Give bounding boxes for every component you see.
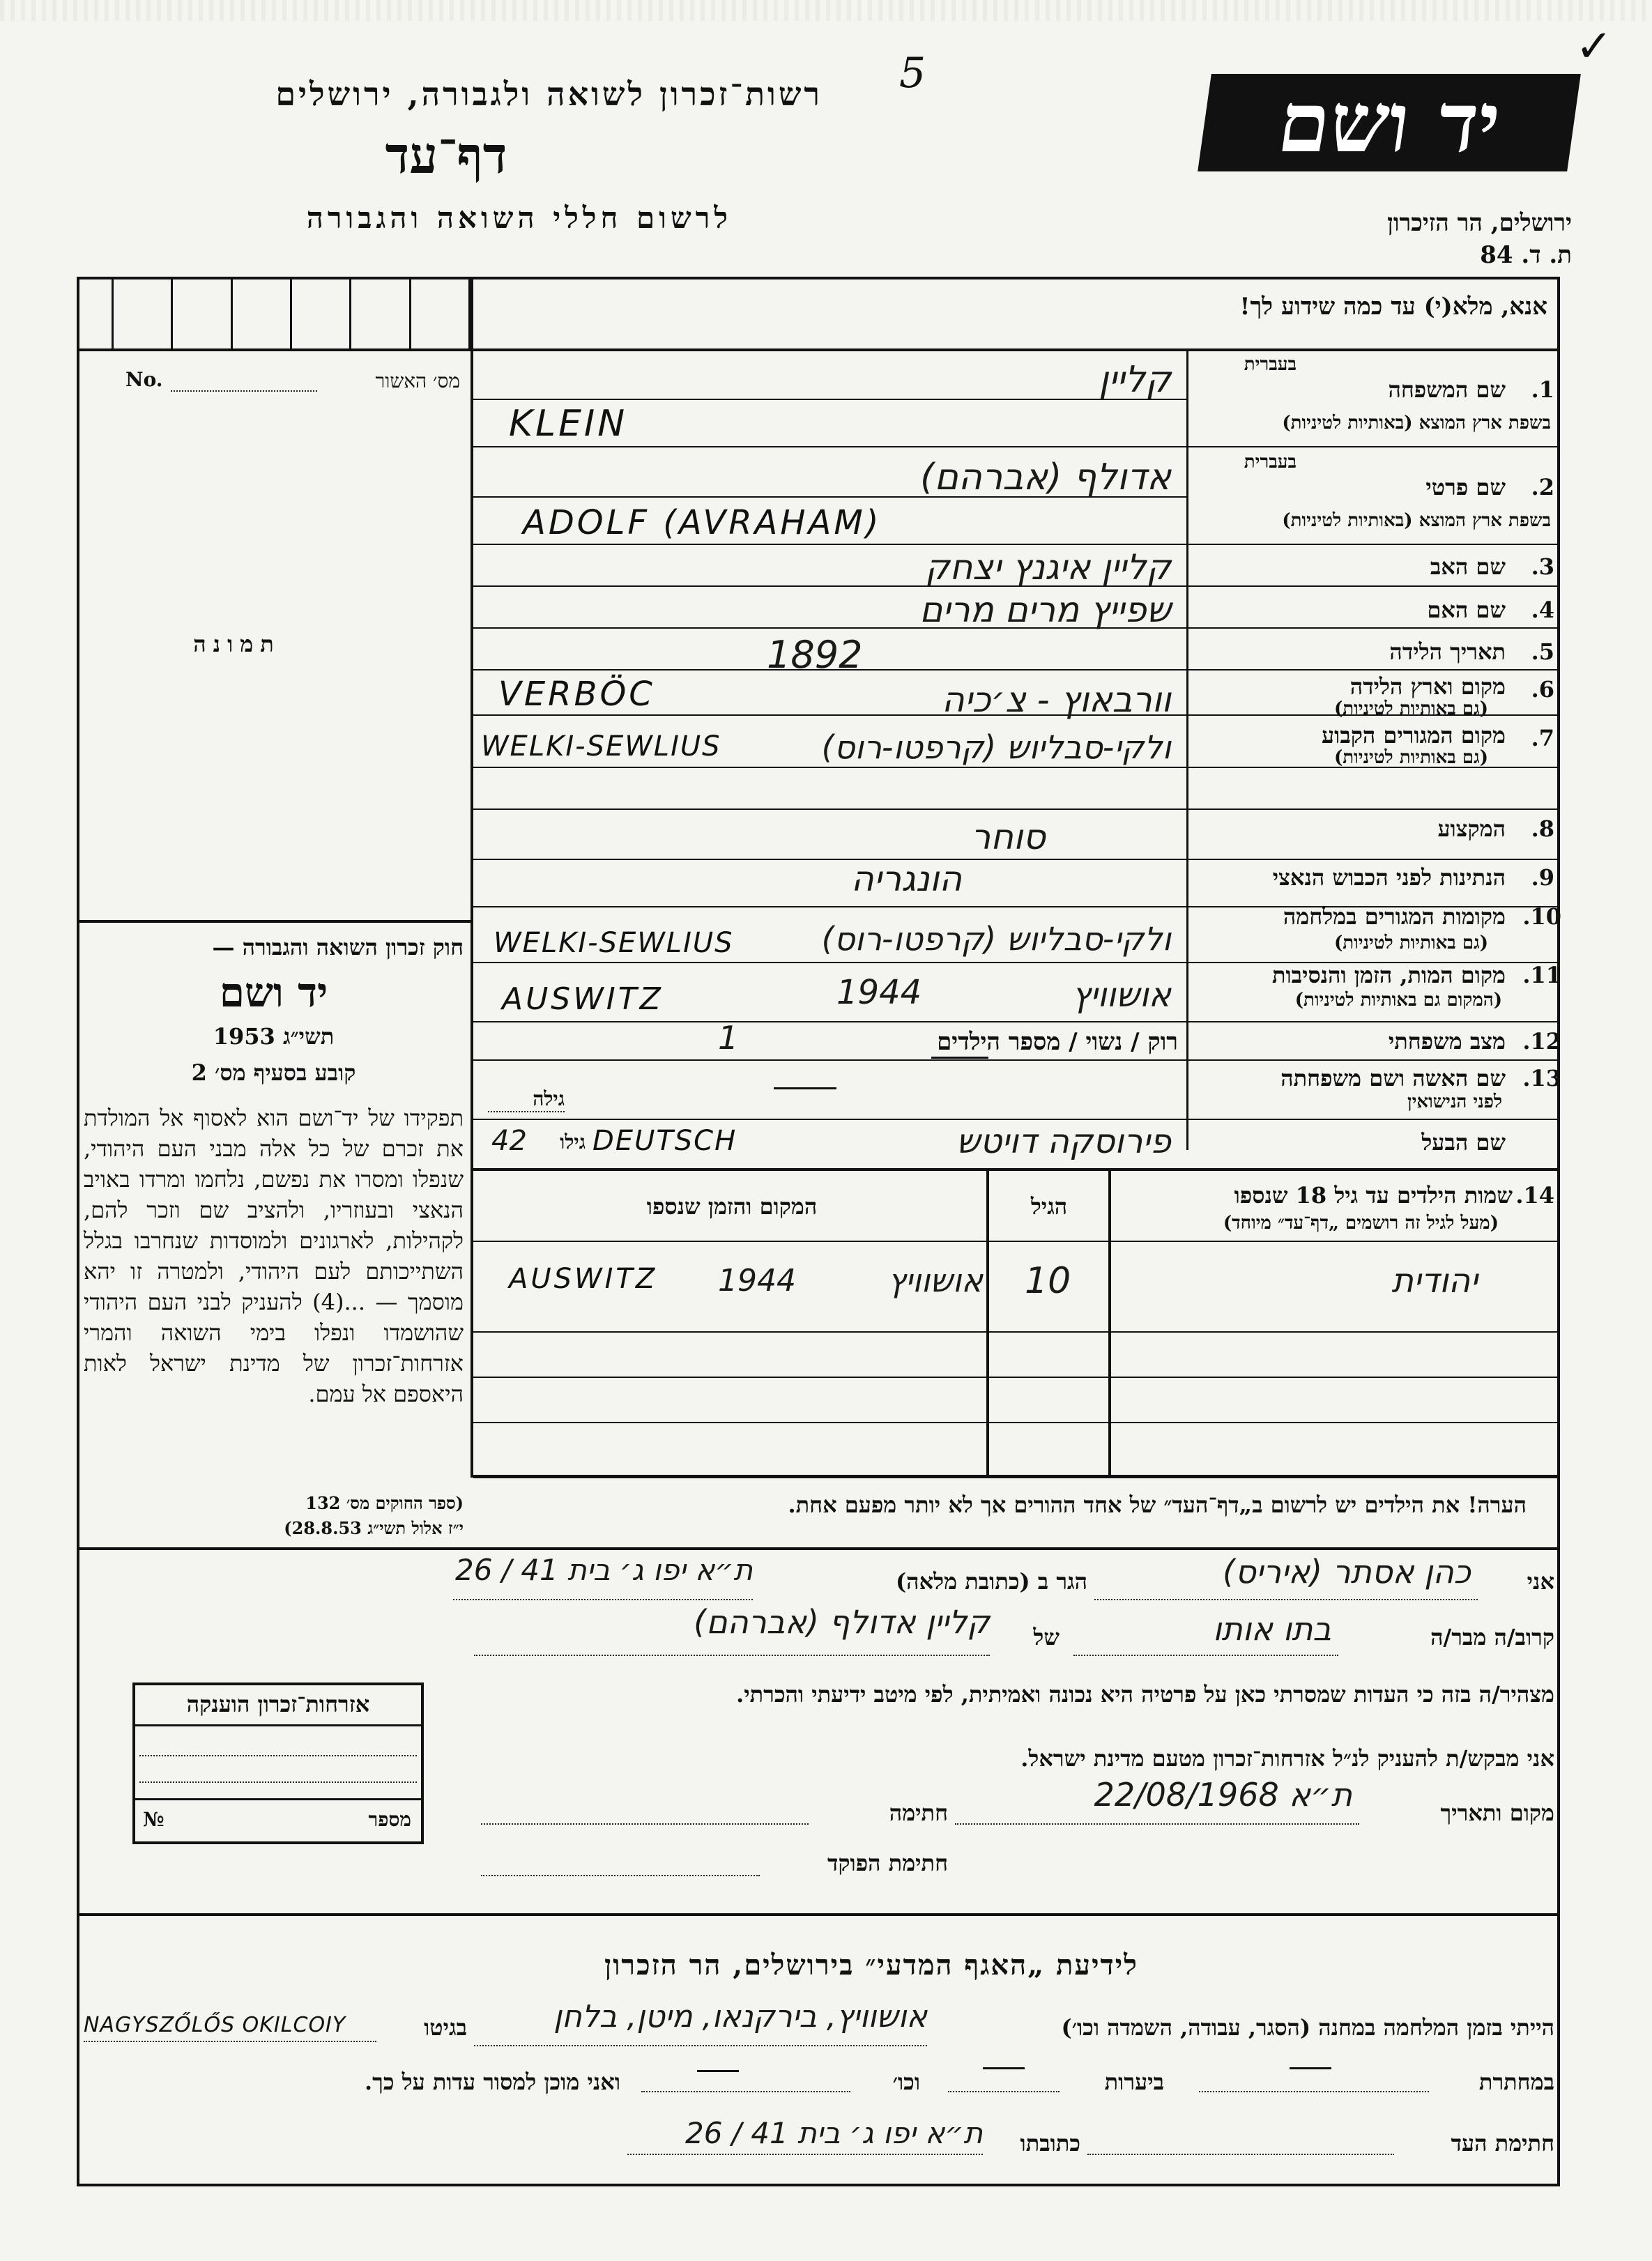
husband-latin-value: DEUTSCH <box>592 1125 737 1157</box>
place-date-label: מקום ותאריך <box>1440 1800 1554 1826</box>
field-11-number: 11. <box>1522 962 1561 988</box>
citizenship-dots-1 <box>139 1755 417 1756</box>
witness-address-label: כתובתו <box>1020 2130 1080 2156</box>
children-number: 14. <box>1515 1182 1554 1209</box>
field-6-hint: (גם באותיות לטיניות) <box>1333 698 1488 719</box>
yad-vashem-logo <box>1198 74 1581 171</box>
approval-dots <box>171 390 317 392</box>
law-year: תשי״ג 1953 <box>213 1023 335 1050</box>
declarant-residing-label: הגר ב (כתובת מלאה) <box>896 1568 1087 1595</box>
witness-address-dots <box>627 2154 983 2155</box>
field-2-hebrew-value: אדולף (אברהם) <box>920 457 1171 498</box>
witness-address-value: ת״א יפו ג׳ בית 41 / 26 <box>684 2116 983 2150</box>
signature-dots <box>481 1823 809 1825</box>
field-9-number: 9. <box>1531 864 1554 891</box>
form-title: דף־עד <box>385 125 507 185</box>
place-date-dots <box>955 1823 1359 1825</box>
ghetto-dots <box>84 2041 376 2042</box>
forests-label: ביערות <box>1104 2069 1164 2095</box>
bottom-heading: לידיעת „האגף המדעי״ בירושלים, הר הזכרון <box>604 1949 1138 1982</box>
photo-label: תמונה <box>193 631 281 657</box>
law-text: תפקידו של יד־ושם הוא לאסוף אל המולדת את זכרם של כל אלה מבני העם היהודי, שנפלו ומסרו את נפשם, נלחמו ומרדו באויב הנאצי ובעוזריו, ולהציב שם וזכר להם, לקהילות, לארגונים ולמוסדות שנחרבו בגלל השתייכותם לעם היהודי, ולמטרה זו יהא מוסמך — ...(4) להעניק לבני העם היהודי שהושמדו ונפלו בימי השואה והמרי אזרחות־זכרון של מדינת ישראל לאות היאספם אל עמם. <box>84 1105 464 1407</box>
etc-label: וכו׳ <box>892 2069 920 2095</box>
citizenship-number-label: מספר <box>368 1808 411 1831</box>
officer-signature-dots <box>481 1875 760 1876</box>
husband-age-label: גילו <box>560 1130 586 1154</box>
field-1-latin-hint: בשפת ארץ המוצא (באותיות לטיניות) <box>1282 413 1551 434</box>
field-11-hebrew-value: אושוויץ <box>1072 976 1171 1015</box>
field-10-hint: (גם באותיות לטיניות) <box>1333 933 1488 953</box>
approval-no: No. <box>125 368 163 391</box>
field-3-value: קליין איגנץ יצחק <box>925 547 1171 588</box>
camp-dots <box>474 2045 927 2046</box>
etc-dots <box>641 2091 850 2092</box>
field-12-number: 12. <box>1522 1028 1561 1055</box>
camp-label: הייתי בזמן המלחמה במחנה (הסגר, עבודה, השמדה וכו׳) <box>1061 2014 1554 2041</box>
children-col-age: הגיל <box>1030 1193 1068 1220</box>
field-11-hint: (המקום גם באותיות לטיניות) <box>1294 990 1502 1011</box>
field-7-hebrew-value: ולקי-סבליוש (קרפטו-רוס) <box>821 728 1171 766</box>
underground-label: במחתרת <box>1478 2069 1554 2095</box>
field-4-number: 4. <box>1531 597 1554 623</box>
camp-value: אושוויץ, בירקנאו, מיטן, בלחן <box>553 1999 927 2034</box>
ghetto-label: בגיטו <box>424 2014 467 2041</box>
declarant-i-label: אני <box>1527 1568 1554 1595</box>
field-1-hebrew-value: קליין <box>1099 359 1171 401</box>
field-11-label: מקום המות, הזמן והנסיבות <box>1271 962 1506 988</box>
scan-noise-top <box>0 0 1652 21</box>
field-7-number: 7. <box>1531 725 1554 751</box>
child-1-age: 10 <box>1025 1260 1071 1302</box>
law-ref-2: י״ז אלול תשי״ג 28.8.53) <box>284 1518 464 1538</box>
ghetto-value: NAGYSZŐLŐS OKILCOIY <box>84 2013 346 2037</box>
authority-name: רשות־זכרון לשואה ולגבורה, ירושלים <box>275 75 823 113</box>
address-line-2: ת. ד. 84 <box>1480 241 1572 269</box>
field-4-value: שפייץ מרים מרים <box>919 590 1171 630</box>
corner-mark: 5 <box>899 49 926 98</box>
witness-signature-dots <box>1087 2154 1394 2155</box>
field-3-label: שם האב <box>1430 553 1506 580</box>
field-1-hebrew-hint: בעברית <box>1244 354 1297 375</box>
field-5-number: 5. <box>1531 638 1554 665</box>
signature-label: חתימה <box>889 1800 948 1826</box>
declarant-statement: מצהיר/ה בזה כי העדות שמסרתי כאן על פרטיה היא נכונה ואמיתית, לפי מיטב ידיעתי והכרתי. <box>736 1681 1554 1708</box>
children-hint: (מעל לגיל זה רושמים „דף־עד״ מיוחד) <box>1223 1213 1499 1234</box>
field-6-hebrew-value: וורבאוץ - צ׳כיה <box>942 680 1171 720</box>
field-13-dash <box>774 1087 836 1089</box>
place-date-value: ת״א 22/08/1968 <box>1094 1776 1352 1814</box>
field-9-value: הונגריה <box>851 859 962 899</box>
law-ref-1: (ספר החוקים מס׳ 132 <box>305 1493 464 1513</box>
etc-dash <box>697 2070 739 2072</box>
law-name: יד ושם <box>219 969 328 1016</box>
field-1-latin-value: KLEIN <box>509 403 628 445</box>
officer-signature-label: חתימת הפוקד <box>827 1850 948 1876</box>
field-6-latin-value: VERBÖC <box>498 675 655 714</box>
declarant-name: כהן אסתר (איריס) <box>1223 1553 1471 1591</box>
citizenship-no: № <box>143 1808 165 1831</box>
child-1-year: 1944 <box>718 1263 796 1298</box>
field-2-latin-value: ADOLF (AVRAHAM) <box>523 503 882 542</box>
field-13-label: שם האשה ושם משפחתה <box>1280 1065 1506 1091</box>
field-12-label: מצב משפחתי <box>1388 1028 1506 1055</box>
field-13-number: 13. <box>1522 1065 1561 1091</box>
ready-text: ואני מוכן למסור עדות על כך. <box>364 2069 620 2095</box>
child-1-place-hebrew: אושוויץ <box>887 1262 983 1299</box>
field-1-label: שם המשפחה <box>1388 376 1506 403</box>
forests-dash <box>983 2067 1025 2069</box>
law-clause: קובע בסעיף מס׳ 2 <box>191 1059 356 1086</box>
code-boxes <box>112 279 471 348</box>
declarant-address: ת״א יפו ג׳ בית 41 / 26 <box>454 1553 753 1587</box>
nasui-underline <box>931 1057 988 1059</box>
field-2-label: שם פרטי <box>1425 474 1506 500</box>
field-10-hebrew-value: ולקי-סבליוש (קרפטו-רוס) <box>821 920 1171 958</box>
note-text: הערה! את הילדים יש לרשום ב„דף־העד״ של אחד ההורים אך לא יותר מפעם אחת. <box>788 1492 1527 1518</box>
field-9-label: הנתינות לפני הכבוש הנאצי <box>1272 864 1506 891</box>
field-7-hint: (גם באותיות לטיניות) <box>1333 747 1488 768</box>
corner-checkmark: ✓ <box>1575 21 1613 72</box>
field-8-number: 8. <box>1531 815 1554 842</box>
declarant-relation: בתו אותו <box>1212 1610 1331 1648</box>
field-8-value: סוחר <box>971 817 1046 857</box>
child-1-name: יהודית <box>1391 1262 1478 1301</box>
children-title: שמות הילדים עד גיל 18 שנספו <box>1234 1182 1513 1209</box>
logo-text: יד ושם <box>1272 74 1506 171</box>
field-10-latin-value: WELKI-SEWLIUS <box>494 927 734 959</box>
declarant-name-dots <box>1094 1599 1478 1600</box>
citizenship-dots-2 <box>139 1781 417 1783</box>
field-13-age-dots <box>488 1111 565 1112</box>
field-7-latin-value: WELKI-SEWLIUS <box>481 730 721 762</box>
field-6-label: מקום וארץ הלידה <box>1349 673 1506 700</box>
field-2-number: 2. <box>1531 474 1554 500</box>
field-2-latin-hint: בשפת ארץ המוצא (באותיות לטיניות) <box>1282 510 1551 531</box>
field-12-children-count: 1 <box>718 1019 739 1057</box>
declarant-of-name: קליין אדולף (אברהם) <box>694 1603 990 1641</box>
approval-label: מס׳ האשור <box>375 369 460 392</box>
underground-dash <box>1290 2067 1331 2069</box>
husband-age: 42 <box>491 1125 527 1157</box>
field-7-label: מקום המגורים הקבוע <box>1322 722 1506 749</box>
law-title: חוק זכרון השואה והגבורה — <box>212 934 464 960</box>
form-subtitle: לרשום חללי השואה והגבורה <box>306 201 732 235</box>
field-10-number: 10. <box>1522 903 1561 930</box>
witness-signature-label: חתימת העד <box>1451 2130 1554 2156</box>
address-line-1: ירושלים, הר הזיכרון <box>1387 209 1572 237</box>
field-4-label: שם האם <box>1427 597 1506 623</box>
field-11-latin-value: AUSWITZ <box>502 981 664 1017</box>
child-1-place-latin: AUSWITZ <box>509 1263 658 1295</box>
citizenship-box-title: אזרחות־זכרון הוענקה <box>186 1691 370 1717</box>
husband-value: פירוסקה דויטש <box>956 1122 1171 1161</box>
field-1-number: 1. <box>1531 376 1554 403</box>
declarant-request: אני מבקש/ת להעניק לנ״ל אזרחות־זכרון מטעם מדינת ישראל. <box>1020 1745 1554 1772</box>
children-col-place: המקום והזמן שנספו <box>646 1193 818 1220</box>
field-12-options: רוק / נשוי / מספר הילדים <box>937 1028 1178 1056</box>
intro-text: אנא, מלא(י) עד כמה שידוע לך! <box>1239 293 1547 321</box>
field-5-label: תאריך הלידה <box>1389 638 1506 665</box>
field-3-number: 3. <box>1531 553 1554 580</box>
field-13-hint: לפני הנישואין <box>1407 1091 1502 1112</box>
field-5-value: 1892 <box>767 633 863 677</box>
field-10-label: מקומות המגורים במלחמה <box>1283 903 1506 930</box>
husband-label: שם הבעל <box>1421 1129 1506 1156</box>
field-2-hebrew-hint: בעברית <box>1244 452 1297 473</box>
declarant-of-label: של <box>1033 1624 1060 1650</box>
declarant-of-dots <box>474 1655 990 1656</box>
underground-dots <box>1199 2091 1429 2092</box>
forests-dots <box>948 2091 1060 2092</box>
field-6-number: 6. <box>1531 676 1554 703</box>
declarant-relative-label: קרוב/ה מבר/ה <box>1430 1624 1554 1650</box>
declarant-relation-dots <box>1073 1655 1338 1656</box>
field-8-label: המקצוע <box>1437 815 1506 842</box>
field-11-year: 1944 <box>836 973 922 1012</box>
field-13-age-label: גילה <box>533 1087 565 1110</box>
declarant-address-dots <box>453 1599 753 1600</box>
